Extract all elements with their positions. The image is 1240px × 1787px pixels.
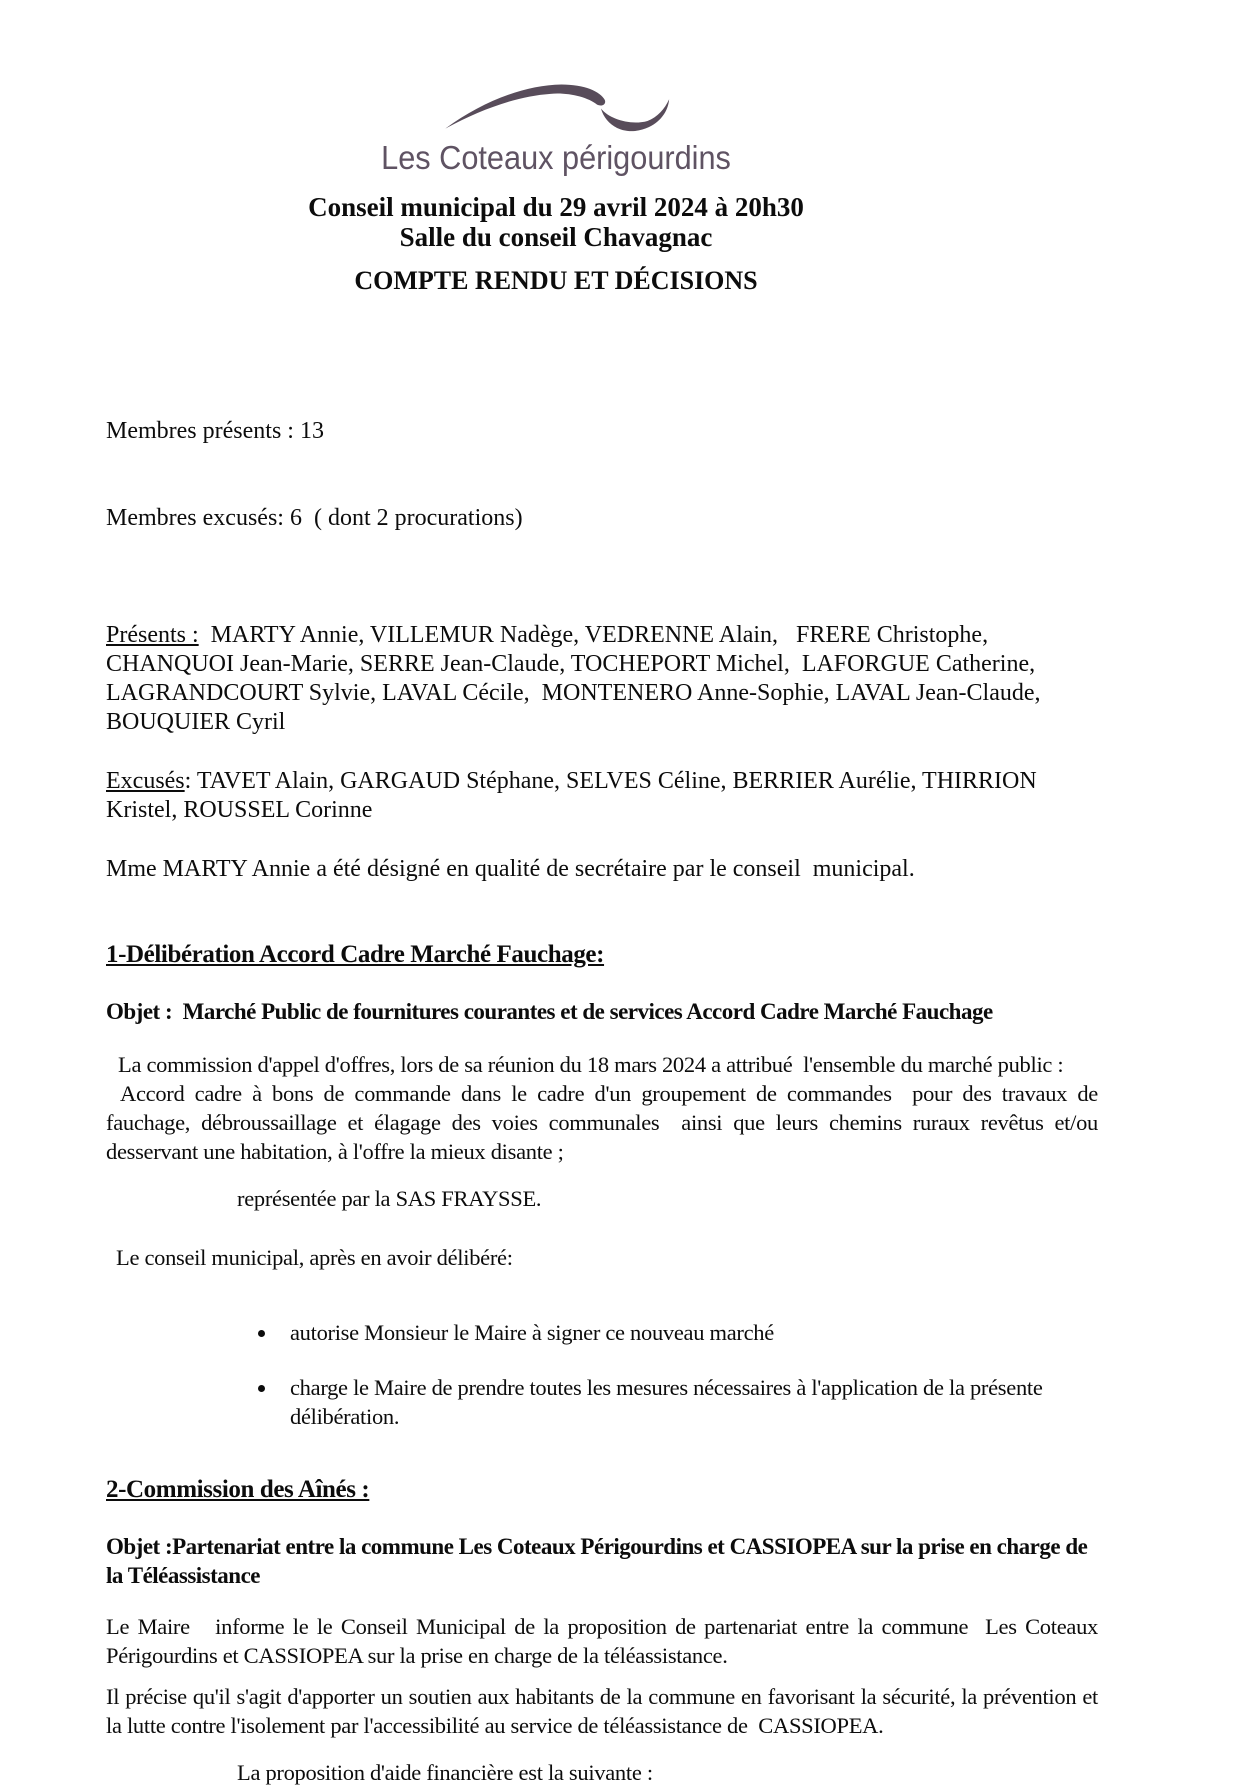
deliberation-bullet-1: • autorise Monsieur le Maire à signer ce nouveau marché xyxy=(278,1318,1098,1347)
municipality-logo xyxy=(106,76,1006,176)
present-members-names: MARTY Annie, VILLEMUR Nadège, VEDRENNE Alain, FRERE Christophe, CHANQUOI Jean-Marie, SERRE Jean-Claude, TOCHEPORT Michel, LAFORGUE Catherine, LAGRANDCOURT Sylvie, LAVAL Cécile, MONTENERO Anne-Sophie, LAVAL Jean-Claude, BOUQUIER Cyril xyxy=(106,622,1047,735)
section-2-para3: La proposition d'aide financière est la suivante : xyxy=(237,1760,653,1785)
excused-members-names: : TAVET Alain, GARGAUD Stéphane, SELVES Céline, BERRIER Aurélie, THIRRION Kristel, ROUSSEL Corinne xyxy=(106,768,1043,823)
section-1-objet: Objet : Marché Public de fournitures courantes et de services Accord Cadre Marché Fauchage xyxy=(106,999,993,1024)
present-count: Membres présents : 13 xyxy=(106,418,324,444)
excused-count: Membres excusés: 6 ( dont 2 procurations) xyxy=(106,505,523,531)
section-1-heading: 1-Délibération Accord Cadre Marché Fauchage: xyxy=(106,941,605,968)
section-1-body-line1: La commission d'appel d'offres, lors de sa réunion du 18 mars 2024 a attribué l'ensemble du marché public : xyxy=(118,1052,1064,1077)
excused-members-paragraph xyxy=(106,767,1098,825)
meeting-title: Conseil municipal du 29 avril 2024 à 20h30 xyxy=(308,192,804,222)
deliberation-bullet-list xyxy=(106,1318,1098,1431)
section-2-para1: Le Maire informe le le Conseil Municipal de la proposition de partenariat entre la commune Les Coteaux Périgourdins et CASSIOPEA sur la prise en charge de la téléassistance. xyxy=(106,1614,1104,1668)
section-2-para2: Il précise qu'il s'agit d'apporter un soutien aux habitants de la commune en favorisant la sécurité, la prévention et la lutte contre l'isolement par l'accessibilité au service de téléassistance de CASSIOPEA. xyxy=(106,1684,1104,1738)
present-members-paragraph xyxy=(106,621,1098,737)
meeting-location: Salle du conseil Chavagnac xyxy=(399,222,713,252)
secretary-line: Mme MARTY Annie a été désigné en qualité de secrétaire par le conseil municipal. xyxy=(106,856,915,882)
section-1-body: Accord cadre à bons de commande dans le cadre d'un groupement de commandes pour des travaux de fauchage, débroussaillage et élagage des voies communales ainsi que leurs chemins ruraux revêtus et/ou desservant une habitation, à l'offre la mieux disante ; xyxy=(106,1081,1104,1164)
deliberation-intro: Le conseil municipal, après en avoir délibéré: xyxy=(116,1245,513,1270)
represented-line: représentée par la SAS FRAYSSE. xyxy=(237,1186,542,1211)
logo-swoosh-icon xyxy=(401,76,711,138)
deliberation-bullet-2: • charge le Maire de prendre toutes les mesures nécessaires à l'application de la présente délibération. xyxy=(278,1373,1098,1431)
present-members-label: Présents : xyxy=(106,622,199,648)
section-2-heading: 2-Commission des Aînés : xyxy=(106,1476,370,1503)
logo-wordmark: Les Coteaux périgourdins xyxy=(381,139,731,176)
section-2-objet: Objet :Partenariat entre la commune Les Coteaux Périgourdins et CASSIOPEA sur la prise en charge de la Téléassistance xyxy=(106,1534,1093,1588)
document-title: COMPTE RENDU ET DÉCISIONS xyxy=(354,266,758,295)
excused-members-label: Excusés xyxy=(106,768,185,794)
